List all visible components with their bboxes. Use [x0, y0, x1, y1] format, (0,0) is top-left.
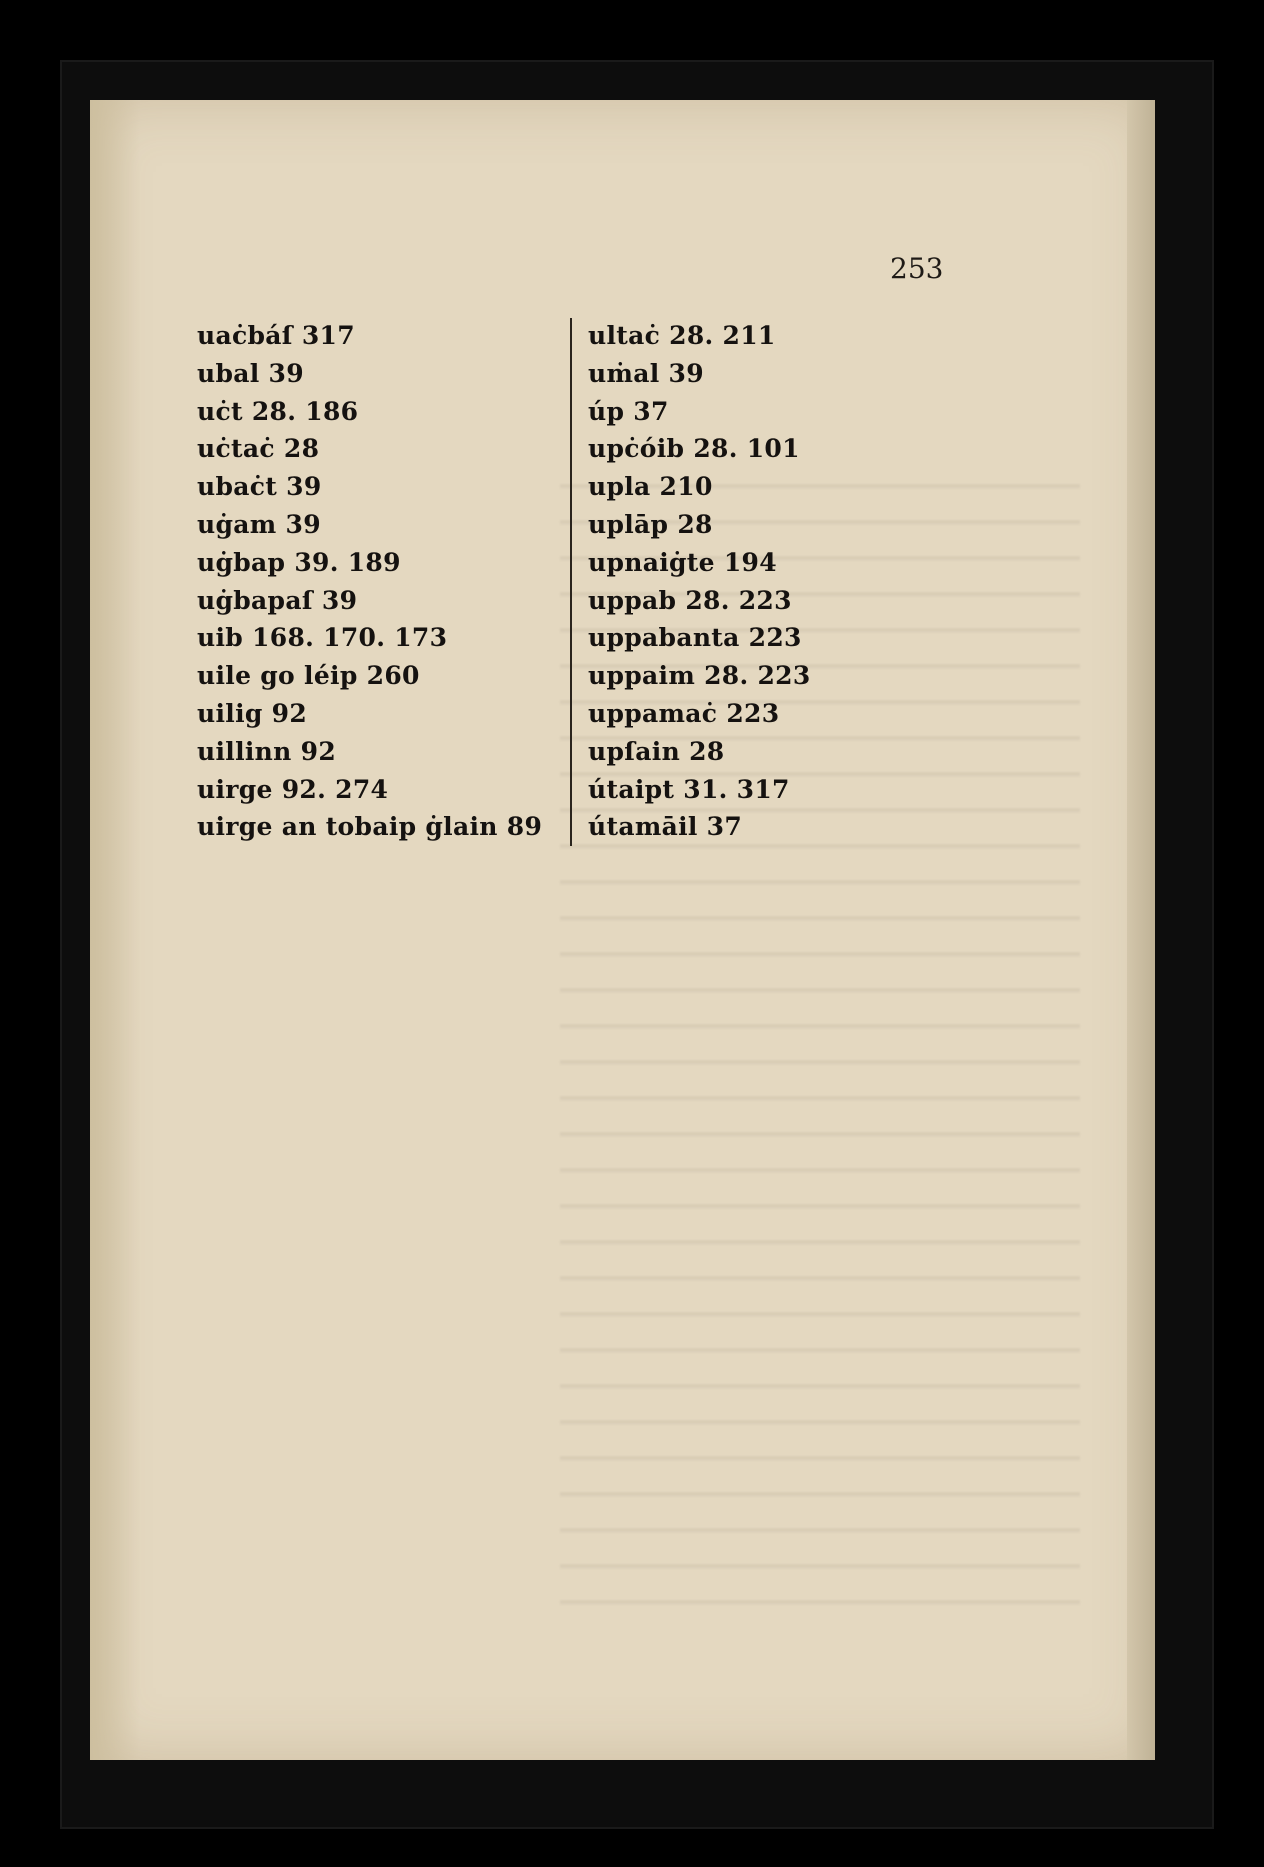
index-entry: uppabanta 223 [588, 623, 802, 653]
book-page [90, 100, 1155, 1760]
index-entry: upċóib 28. 101 [588, 434, 800, 464]
index-entry: uppamaċ 223 [588, 698, 780, 728]
index-entry: uṁal 39 [588, 358, 704, 388]
index-entry: upſain 28 [588, 736, 725, 766]
index-entry: upnaiġte 194 [588, 547, 777, 577]
index-entry: uillinn 92 [197, 736, 337, 766]
index-entry: upla 210 [588, 472, 713, 502]
index-entry: uċt 28. 186 [197, 396, 359, 426]
index-entry: uġbapaſ 39 [197, 585, 358, 615]
index-entry: uppaim 28. 223 [588, 661, 811, 691]
index-column-right [588, 317, 811, 846]
index-entry: ultaċ 28. 211 [588, 321, 776, 350]
index-entry: uilig 92 [197, 698, 308, 728]
index-entry: uib 168. 170. 173 [197, 623, 448, 653]
index-entry: uppab 28. 223 [588, 585, 792, 615]
index-entry: uġam 39 [197, 509, 321, 539]
column-divider [570, 318, 572, 846]
index-entry: uġbap 39. 189 [197, 547, 401, 577]
index-entry: ubal 39 [197, 358, 304, 388]
page-number: 253 [890, 252, 944, 285]
index-entry: uile go léip 260 [197, 661, 420, 691]
index-entry: útamāil 37 [588, 812, 743, 842]
index-column-left [197, 317, 542, 846]
page-edge [1127, 100, 1155, 1760]
index-entry: uaċbáſ 317 [197, 321, 355, 350]
index-entry: uirge 92. 274 [197, 774, 389, 804]
index-entry: úp 37 [588, 396, 669, 426]
index-entry: útaipt 31. 317 [588, 774, 790, 804]
index-entry: uplāp 28 [588, 509, 713, 539]
gutter-shadow [90, 100, 140, 1760]
index-entry: uirge an tobaip ġlain 89 [197, 812, 543, 842]
index-entry: ubaċt 39 [197, 472, 322, 502]
index-entry: uċtaċ 28 [197, 434, 320, 464]
